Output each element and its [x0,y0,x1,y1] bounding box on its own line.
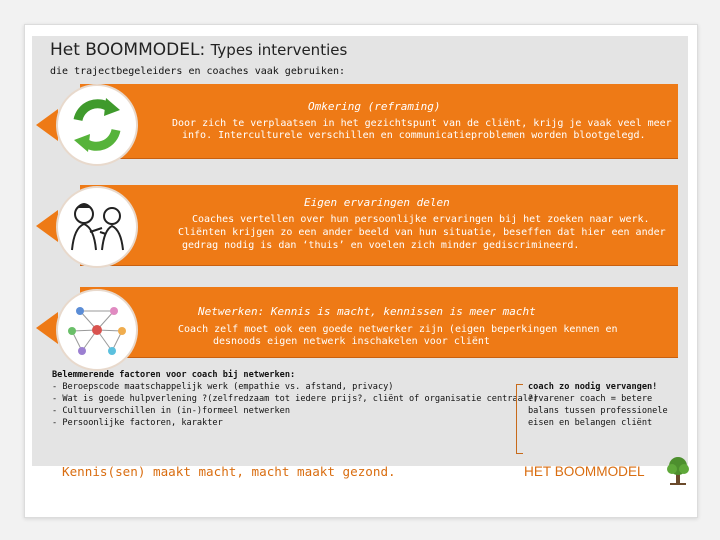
section-icon-circle [56,84,138,166]
section-line: desnoods eigen netwerk inschakelen voor cliënt [213,336,490,347]
pointer-arrow-icon [36,210,58,242]
side-note-line: ervarener coach = betere [528,394,653,404]
section-line: Cliënten krijgen zo een ander beeld van hun situatie, beseffen dat hier een ander [178,227,666,238]
section-line: info. Interculturele verschillen en communicatieproblemen worden blootgelegd. [182,130,646,141]
section-icon-circle [56,289,138,371]
footer-slogan: Kennis(sen) maakt macht, macht maakt gezond. [62,464,396,479]
factors-heading: Belemmerende factoren voor coach bij netwerken: [52,370,296,380]
factor-item: - Persoonlijke factoren, karakter [52,418,223,428]
factor-item: - Beroepscode maatschappelijk werk (empathie vs. afstand, privacy) [52,382,394,392]
footer-brand: HET BOOMMODEL [524,464,645,479]
network-people-icon [58,291,136,369]
recycle-arrows-icon [58,86,136,164]
section-icon-circle [56,186,138,268]
section-line: Coach zelf moet ook een goede netwerker zijn (eigen beperkingen kennen en [178,324,618,335]
bracket-divider [516,384,523,454]
factor-item: - Cultuurverschillen in (in-)formeel netwerken [52,406,290,416]
page-title [50,40,347,60]
section-line: gedrag nodig is dan ‘thuis’ en voelen zich minder gediscrimineerd. [182,240,580,251]
page-subtitle: die trajectbegeleiders en coaches vaak gebruiken: [50,66,346,77]
conversation-people-icon [58,188,136,266]
section-line: Door zich te verplaatsen in het gezichtspunt van de cliënt, krijg je vaak veel meer [172,118,672,129]
side-note-heading: coach zo nodig vervangen! [528,382,658,392]
section-line: Coaches vertellen over hun persoonlijke ervaringen bij het zoeken naar werk. [192,214,650,225]
factor-item: - Wat is goede hulpverlening ?(zelfredzaam tot iedere prijs?, cliënt of organisatie centraal?) [52,394,539,404]
side-note-line: balans tussen professionele [528,406,668,416]
tree-logo-icon [664,454,692,488]
side-note-line: eisen en belangen cliënt [528,418,653,428]
section-heading: Eigen ervaringen delen [304,196,450,209]
title-sub: Types interventies [210,41,348,59]
section-heading: Omkering (reframing) [308,100,441,113]
pointer-arrow-icon [36,312,58,344]
pointer-arrow-icon [36,109,58,141]
section-heading: Netwerken: Kennis is macht, kennissen is meer macht [198,305,536,318]
title-main: Het BOOMMODEL: [50,40,206,60]
